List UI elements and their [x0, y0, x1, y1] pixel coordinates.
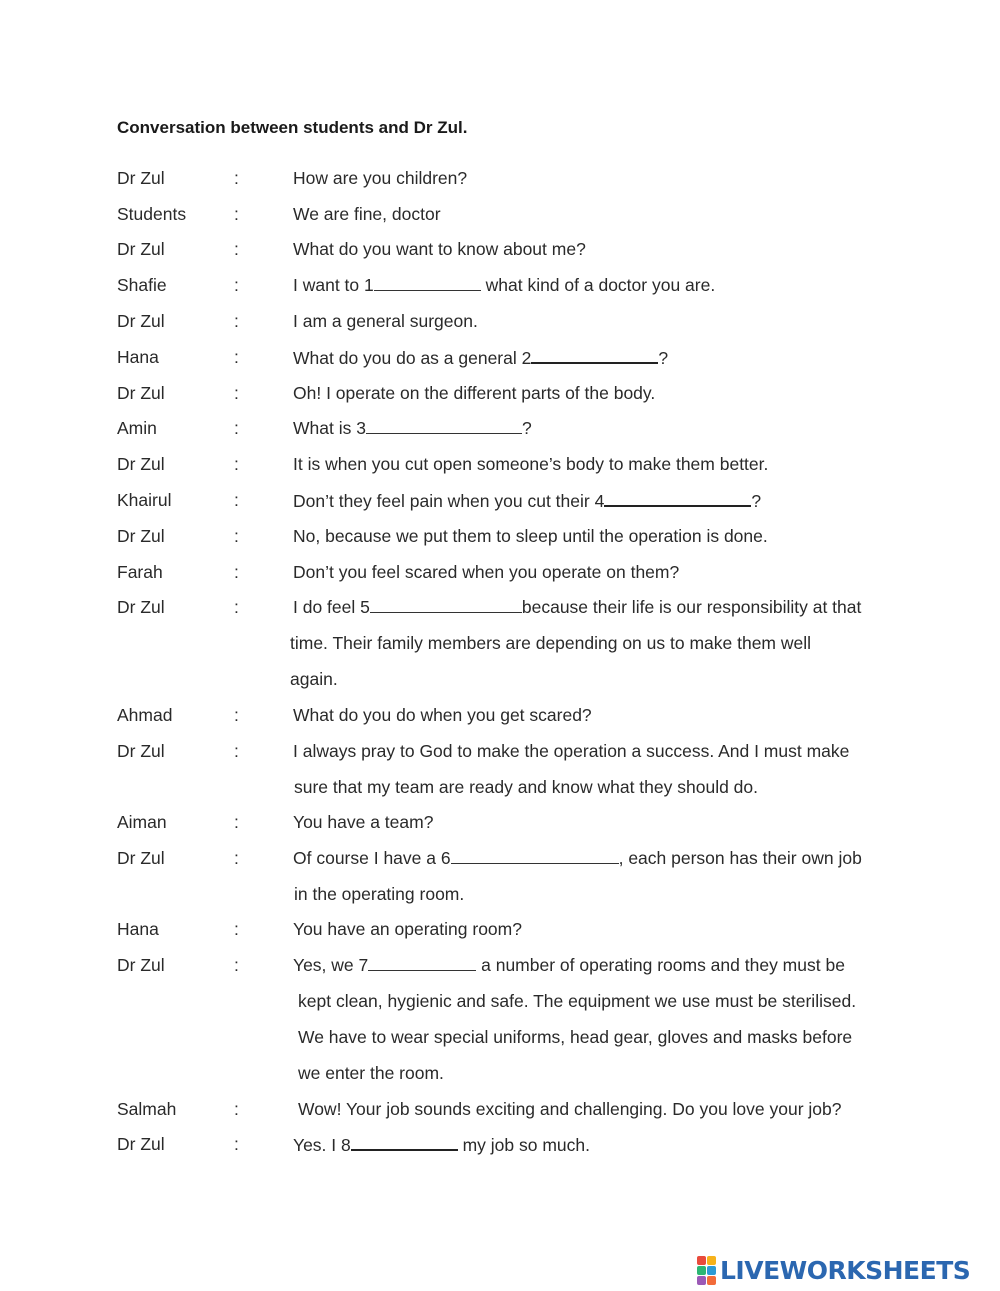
- line-text-after-blank: ?: [751, 491, 762, 511]
- dialogue-text: [293, 524, 768, 548]
- line-text: kept clean, hygienic and safe. The equipment we use must be sterilised.: [298, 991, 857, 1011]
- dialogue-text: [293, 237, 586, 261]
- speaker-name: Dr Zul: [117, 848, 165, 868]
- speaker-separator: :: [234, 490, 239, 510]
- line-text: We are fine, doctor: [293, 204, 441, 224]
- line-text: sure that my team are ready and know what they should do.: [294, 777, 759, 797]
- speaker-name: Dr Zul: [117, 383, 165, 403]
- line-text: You have an operating room?: [293, 919, 522, 939]
- dialogue-text: [293, 202, 441, 226]
- dialogue-text: [293, 917, 522, 941]
- dialogue-line: [0, 882, 1000, 906]
- dialogue-text: [293, 953, 845, 977]
- dialogue-text: [293, 703, 592, 727]
- line-text: You have a team?: [293, 812, 434, 832]
- speaker-separator: :: [234, 454, 239, 474]
- speaker-separator: :: [234, 526, 239, 546]
- dialogue-text: [298, 1025, 852, 1049]
- speaker-separator: :: [234, 418, 239, 438]
- speaker-separator: :: [234, 705, 239, 725]
- speaker-name: Dr Zul: [117, 955, 165, 975]
- line-text: What do you do as a general 2: [293, 348, 532, 368]
- line-text: What is 3: [293, 418, 366, 438]
- dialogue-line: [0, 1061, 1000, 1085]
- logo-block: [697, 1276, 706, 1285]
- dialogue-text: [293, 309, 478, 333]
- dialogue-text: [293, 452, 768, 476]
- speaker-separator: :: [234, 1134, 239, 1154]
- speaker-separator: :: [234, 562, 239, 582]
- speaker-separator: :: [234, 168, 239, 188]
- dialogue-line: [0, 739, 1000, 763]
- dialogue-line: [0, 237, 1000, 261]
- dialogue-line: [0, 309, 1000, 333]
- dialogue-line: [0, 1025, 1000, 1049]
- speaker-name: Farah: [117, 562, 163, 582]
- speaker-name: Khairul: [117, 490, 172, 510]
- dialogue-text: [293, 810, 433, 834]
- dialogue-line: [0, 917, 1000, 941]
- speaker-name: Hana: [117, 919, 159, 939]
- line-text: I want to 1: [293, 275, 374, 295]
- dialogue-line: [0, 1097, 1000, 1121]
- line-text: We have to wear special uniforms, head gear, gloves and masks before: [298, 1027, 853, 1047]
- dialogue-line: [0, 1132, 1000, 1156]
- dialogue-line: [0, 202, 1000, 226]
- speaker-name: Aiman: [117, 812, 167, 832]
- speaker-name: Dr Zul: [117, 741, 165, 761]
- speaker-separator: :: [234, 741, 239, 761]
- speaker-name: Ahmad: [117, 705, 173, 725]
- dialogue-line: [0, 595, 1000, 619]
- answer-blank[interactable]: [531, 345, 658, 364]
- speaker-separator: :: [234, 848, 239, 868]
- dialogue-text: [293, 273, 715, 297]
- speaker-separator: :: [234, 311, 239, 331]
- line-text-after-blank: , each person has their own job: [618, 848, 862, 868]
- line-text: I always pray to God to make the operation a success. And I must make: [293, 741, 850, 761]
- speaker-separator: :: [234, 919, 239, 939]
- dialogue-text: [293, 416, 532, 440]
- dialogue-text: [298, 989, 856, 1013]
- dialogue-line: [0, 345, 1000, 369]
- speaker-name: Dr Zul: [117, 1134, 165, 1154]
- speaker-name: Shafie: [117, 275, 167, 295]
- dialogue-text: [290, 631, 811, 655]
- speaker-separator: :: [234, 383, 239, 403]
- answer-blank[interactable]: [366, 416, 522, 434]
- dialogue-line: [0, 846, 1000, 870]
- speaker-name: Dr Zul: [117, 168, 165, 188]
- line-text: we enter the room.: [298, 1063, 444, 1083]
- line-text: What do you want to know about me?: [293, 239, 586, 259]
- dialogue-line: [0, 166, 1000, 190]
- logo-text: LIVEWORKSHEETS: [720, 1255, 971, 1285]
- speaker-name: Dr Zul: [117, 239, 165, 259]
- dialogue-line: [0, 381, 1000, 405]
- dialogue-text: [294, 882, 464, 906]
- dialogue-text: [293, 1132, 590, 1157]
- dialogue-text: [293, 595, 861, 619]
- logo-block: [707, 1256, 716, 1265]
- speaker-separator: :: [234, 275, 239, 295]
- dialogue-line: [0, 775, 1000, 799]
- dialogue-text: [298, 1097, 842, 1121]
- dialogue-line: [0, 989, 1000, 1013]
- dialogue-text: [293, 739, 849, 763]
- speaker-separator: :: [234, 955, 239, 975]
- line-text-after-blank: a number of operating rooms and they must be: [476, 955, 845, 975]
- answer-blank[interactable]: [351, 1132, 458, 1151]
- speaker-separator: :: [234, 204, 239, 224]
- speaker-name: Dr Zul: [117, 526, 165, 546]
- logo-block: [697, 1256, 706, 1265]
- line-text: It is when you cut open someone’s body to make them better.: [293, 454, 769, 474]
- line-text-after-blank: because their life is our responsibility at that: [521, 597, 862, 617]
- dialogue-text: [293, 381, 655, 405]
- speaker-name: Salmah: [117, 1099, 177, 1119]
- line-text-after-blank: my job so much.: [457, 1135, 591, 1155]
- speaker-name: Dr Zul: [117, 454, 165, 474]
- line-text: again.: [290, 669, 338, 689]
- line-text-after-blank: what kind of a doctor you are.: [480, 275, 716, 295]
- dialogue-line: [0, 953, 1000, 977]
- liveworksheets-logo[interactable]: [697, 1255, 970, 1285]
- dialogue-line: [0, 273, 1000, 297]
- dialogue-text: [294, 775, 758, 799]
- line-text-after-blank: ?: [658, 348, 669, 368]
- dialogue-text: [293, 560, 679, 584]
- line-text: Yes. I 8: [293, 1135, 351, 1155]
- dialogue-line: [0, 524, 1000, 548]
- line-text: Yes, we 7: [293, 955, 369, 975]
- dialogue-text: [290, 667, 338, 691]
- answer-blank[interactable]: [604, 488, 751, 507]
- dialogue-line: [0, 560, 1000, 584]
- dialogue-line: [0, 703, 1000, 727]
- line-text: Don’t they feel pain when you cut their 4: [293, 491, 605, 511]
- dialogue-text: [293, 488, 761, 513]
- dialogue-text: [293, 345, 668, 370]
- logo-block: [697, 1266, 706, 1275]
- logo-icon: [697, 1256, 716, 1285]
- line-text: Wow! Your job sounds exciting and challenging. Do you love your job?: [298, 1099, 842, 1119]
- answer-blank[interactable]: [368, 953, 476, 971]
- speaker-name: Hana: [117, 347, 159, 367]
- line-text: I do feel 5: [293, 597, 370, 617]
- dialogue-line: [0, 416, 1000, 440]
- speaker-name: Dr Zul: [117, 311, 165, 331]
- dialogue-text: [293, 846, 862, 870]
- dialogue-line: [0, 488, 1000, 512]
- line-text: I am a general surgeon.: [293, 311, 478, 331]
- speaker-separator: :: [234, 239, 239, 259]
- logo-block: [707, 1276, 716, 1285]
- page-title: Conversation between students and Dr Zul.: [117, 118, 468, 137]
- speaker-separator: :: [234, 597, 239, 617]
- speaker-separator: :: [234, 1099, 239, 1119]
- answer-blank[interactable]: [374, 273, 481, 291]
- speaker-name: Students: [117, 204, 187, 224]
- dialogue-line: [0, 631, 1000, 655]
- line-text-after-blank: ?: [521, 418, 532, 438]
- answer-blank[interactable]: [451, 846, 619, 864]
- dialogue-text: [293, 166, 467, 190]
- dialogue-line: [0, 452, 1000, 476]
- speaker-name: Amin: [117, 418, 157, 438]
- line-text: What do you do when you get scared?: [293, 705, 592, 725]
- speaker-separator: :: [234, 812, 239, 832]
- answer-blank[interactable]: [370, 595, 522, 613]
- line-text: time. Their family members are depending on us to make them well: [290, 633, 812, 653]
- line-text: in the operating room.: [294, 884, 465, 904]
- speaker-separator: :: [234, 347, 239, 367]
- speaker-name: Dr Zul: [117, 597, 165, 617]
- dialogue-text: [298, 1061, 444, 1085]
- line-text: How are you children?: [293, 168, 468, 188]
- line-text: Oh! I operate on the different parts of the body.: [293, 383, 656, 403]
- line-text: Of course I have a 6: [293, 848, 451, 868]
- line-text: Don’t you feel scared when you operate on them?: [293, 562, 680, 582]
- dialogue-line: [0, 667, 1000, 691]
- line-text: No, because we put them to sleep until the operation is done.: [293, 526, 768, 546]
- logo-block: [707, 1266, 716, 1275]
- dialogue-line: [0, 810, 1000, 834]
